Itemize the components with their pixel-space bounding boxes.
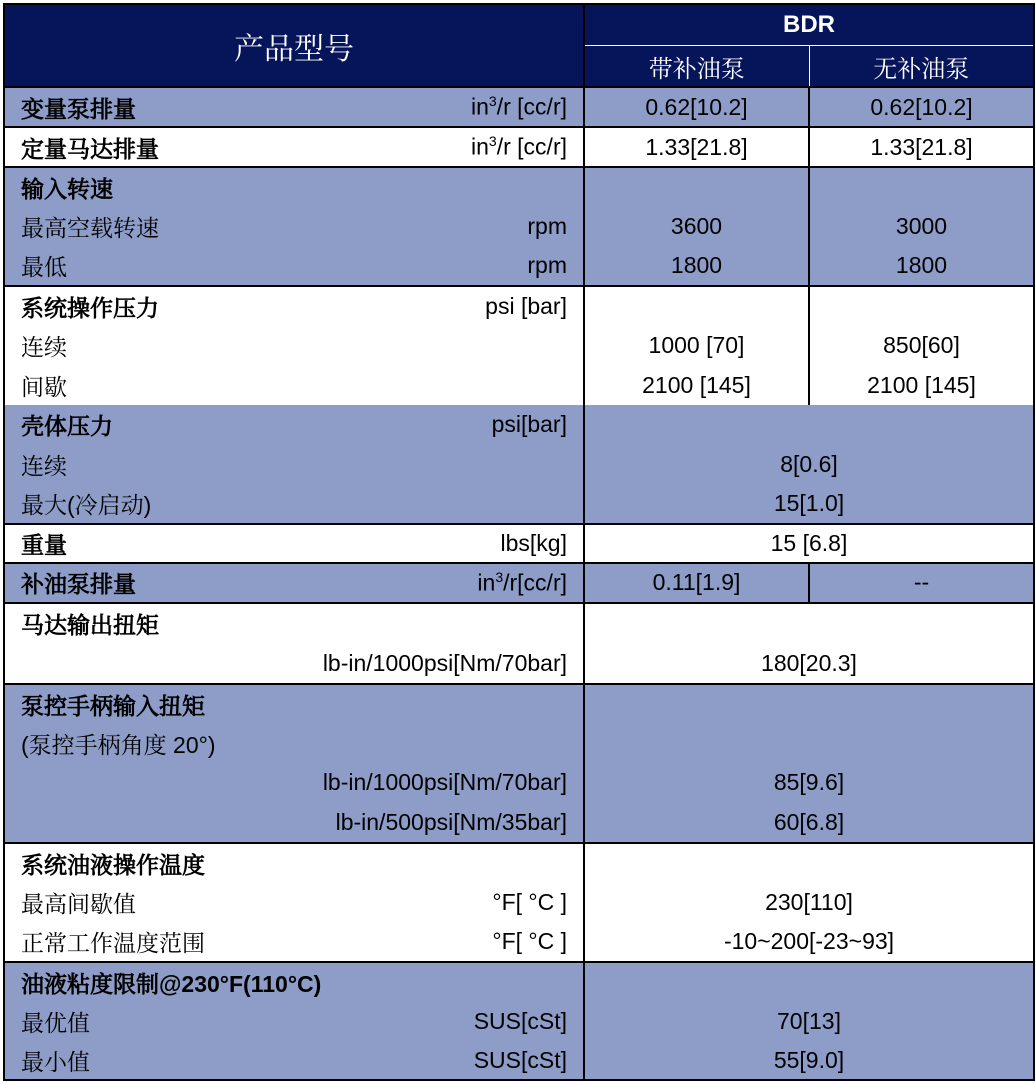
unit: psi [bar] <box>294 286 584 326</box>
row-motor-torque <box>4 603 1034 644</box>
label: 最大(冷启动) <box>4 484 294 524</box>
series-header: BDR <box>584 4 1034 46</box>
spec-table <box>3 3 1035 1081</box>
unit: SUS[cSt] <box>294 1041 584 1080</box>
unit: psi[bar] <box>294 405 584 445</box>
label: 输入转速 <box>4 167 294 207</box>
label: 连续 <box>4 444 294 484</box>
value: 70[13] <box>584 1002 1034 1042</box>
label: 连续 <box>4 326 294 366</box>
value-col1: 1.33[21.8] <box>584 127 809 168</box>
row-system-pressure <box>4 286 1034 326</box>
label: 最低 <box>4 247 294 287</box>
value-col1: 1000 [70] <box>584 326 809 366</box>
unit: rpm <box>294 207 584 247</box>
value-col1: 2100 [145] <box>584 365 809 405</box>
row-viscosity-min <box>4 1041 1034 1080</box>
label: 油液粘度限制@230°F(110°C) <box>4 962 584 1002</box>
label: 定量马达排量 <box>4 127 294 168</box>
row-control-angle <box>4 724 1034 764</box>
row-viscosity <box>4 962 1034 1002</box>
label: 最优值 <box>4 1002 294 1042</box>
row-viscosity-optimal <box>4 1002 1034 1042</box>
value: 15 [6.8] <box>584 524 1034 564</box>
label: 泵控手柄输入扭矩 <box>4 684 584 724</box>
value: 15[1.0] <box>584 484 1034 524</box>
value-col2: 3000 <box>809 207 1034 247</box>
label: 壳体压力 <box>4 405 294 445</box>
unit: °F[ °C ] <box>294 883 584 923</box>
value-col2: 0.62[10.2] <box>809 87 1034 127</box>
unit: $in^3/r[cc/r]$ <box>294 563 584 603</box>
row-case-max <box>4 484 1034 524</box>
col-with-charge-pump: 带补油泵 <box>584 46 809 88</box>
value: 230[110] <box>584 883 1034 923</box>
value: -10~200[-23~93] <box>584 922 1034 962</box>
row-motor-displacement <box>4 127 1034 168</box>
row-continuous-pressure <box>4 326 1034 366</box>
row-control-torque <box>4 684 1034 724</box>
unit: SUS[cSt] <box>294 1002 584 1042</box>
row-min-speed <box>4 247 1034 287</box>
row-input-speed <box>4 167 1034 207</box>
value-col2: 1.33[21.8] <box>809 127 1034 168</box>
label: 间歇 <box>4 365 294 405</box>
row-motor-torque-value <box>4 643 1034 684</box>
row-intermittent-pressure <box>4 365 1034 405</box>
row-fluid-temp <box>4 843 1034 883</box>
unit: lb-in/500psi[Nm/35bar] <box>4 803 584 844</box>
value-col1: 3600 <box>584 207 809 247</box>
row-control-torque-500 <box>4 803 1034 844</box>
label: 马达输出扭矩 <box>4 603 584 644</box>
unit: lb-in/1000psi[Nm/70bar] <box>4 763 584 803</box>
value-col2: 1800 <box>809 247 1034 287</box>
unit: $in^3/r$ [cc/r] <box>294 127 584 168</box>
row-pump-displacement <box>4 87 1034 127</box>
label: 最高间歇值 <box>4 883 294 923</box>
unit: lb-in/1000psi[Nm/70bar] <box>4 643 584 684</box>
value: 60[6.8] <box>584 803 1034 844</box>
value-col1: 0.62[10.2] <box>584 87 809 127</box>
unit: rpm <box>294 247 584 287</box>
row-case-pressure <box>4 405 1034 445</box>
value-col2: 2100 [145] <box>809 365 1034 405</box>
label: 系统操作压力 <box>4 286 294 326</box>
unit: $in^3/r$ [cc/r] <box>294 87 584 127</box>
label: (泵控手柄角度 20°) <box>4 724 584 764</box>
col-without-charge-pump: 无补油泵 <box>809 46 1034 88</box>
value-col1: 1800 <box>584 247 809 287</box>
label: 变量泵排量 <box>4 87 294 127</box>
label: 最小值 <box>4 1041 294 1080</box>
label: 系统油液操作温度 <box>4 843 584 883</box>
value: 8[0.6] <box>584 444 1034 484</box>
value-col2: 850[60] <box>809 326 1034 366</box>
value-col2: -- <box>809 563 1034 603</box>
label: 重量 <box>4 524 294 564</box>
row-fluid-temp-max <box>4 883 1034 923</box>
label: 最高空载转速 <box>4 207 294 247</box>
row-case-continuous <box>4 444 1034 484</box>
label: 补油泵排量 <box>4 563 294 603</box>
value: 55[9.0] <box>584 1041 1034 1080</box>
unit: °F[ °C ] <box>294 922 584 962</box>
row-fluid-temp-normal <box>4 922 1034 962</box>
label: 正常工作温度范围 <box>4 922 294 962</box>
value: 85[9.6] <box>584 763 1034 803</box>
product-model-header: 产品型号 <box>4 4 584 87</box>
unit: lbs[kg] <box>294 524 584 564</box>
value: 180[20.3] <box>584 643 1034 684</box>
value-col1: 0.11[1.9] <box>584 563 809 603</box>
row-control-torque-1000 <box>4 763 1034 803</box>
row-charge-pump <box>4 563 1034 603</box>
row-weight <box>4 524 1034 564</box>
row-max-speed <box>4 207 1034 247</box>
